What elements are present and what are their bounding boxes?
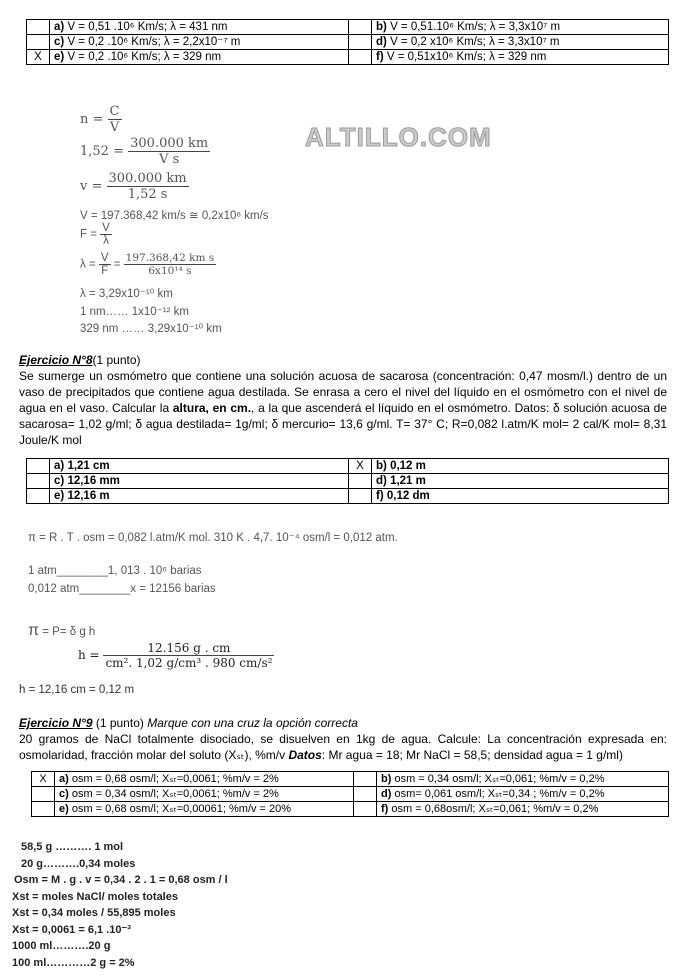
option-text: V = 0,51x10⁶ Km/s; λ = 329 nm xyxy=(386,51,547,63)
q9-option-d[interactable] xyxy=(377,787,669,802)
option-letter: a) xyxy=(54,460,65,472)
q8-option-b[interactable] xyxy=(372,459,669,474)
option-text: osm = 0,68osm/l; Xₛₜ=0,061; %m/v = 0,2% xyxy=(391,803,599,815)
denominator: λ xyxy=(103,235,109,247)
eq-lhs: n = xyxy=(80,112,104,127)
eq-lhs: v = xyxy=(80,179,103,194)
q8-statement xyxy=(19,352,667,448)
pi-symbol: π xyxy=(28,622,40,639)
option-letter: d) xyxy=(376,475,387,487)
option-text: osm = 0,34 osm/l; Xₛₜ=0,061; %m/v = 0,2% xyxy=(394,773,605,785)
q7-mark-3b[interactable] xyxy=(349,50,372,65)
q9-work-line: Xst = 0,0061 = 6,1 .10⁻³ xyxy=(12,923,131,936)
option-letter: b) xyxy=(376,21,387,33)
q8-work-line-5 xyxy=(78,641,274,670)
q9-options-table xyxy=(31,771,669,817)
option-letter: a) xyxy=(54,21,65,33)
q7-options-table xyxy=(26,19,669,65)
q8-mark-2[interactable] xyxy=(27,474,50,489)
q8-work-line-1: π = R . T . osm = 0,082 l.atm/K mol. 310 K . 4,7. 10⁻⁴ osm/l = 0,012 atm. xyxy=(28,532,398,544)
q9-mark-2[interactable] xyxy=(32,787,55,802)
q9-work-line: 58,5 g ………. 1 mol xyxy=(21,841,124,853)
q8-mark-1b[interactable]: X xyxy=(349,459,372,474)
q7-work-line-7: λ = 3,29x10⁻¹⁰ km xyxy=(80,288,173,300)
q7-work-line-1 xyxy=(80,104,122,135)
q9-row-3 xyxy=(32,802,669,817)
q8-mark-1[interactable] xyxy=(27,459,50,474)
q7-mark-2[interactable] xyxy=(27,35,50,50)
q9-option-f[interactable] xyxy=(377,802,669,817)
q8-option-e[interactable] xyxy=(50,489,349,504)
q9-work-line: 100 ml…………2 g = 2% xyxy=(12,956,135,969)
numerator: V xyxy=(102,222,110,234)
q9-option-a[interactable] xyxy=(55,772,354,787)
option-text: V = 0,2 .10⁶ Km/s; λ = 329 nm xyxy=(67,51,222,63)
numerator: 300.000 km xyxy=(108,171,187,186)
q9-mark-1[interactable]: X xyxy=(32,772,55,787)
option-text: V = 0,51.10⁶ Km/s; λ = 3,3x10⁷ m xyxy=(390,21,561,33)
q8-text-bold: altura, en cm. xyxy=(172,401,252,415)
q8-work-line-2: 1 atm________1, 013 . 10⁶ barias xyxy=(28,565,202,577)
option-letter: e) xyxy=(54,490,65,502)
option-text: V = 0,2 x10⁶ Km/s; λ = 3,3x10⁷ m xyxy=(390,36,560,48)
option-text: 1,21 cm xyxy=(67,460,110,472)
q7-option-d[interactable] xyxy=(372,35,669,50)
q9-row-1 xyxy=(32,772,669,787)
q8-option-c[interactable] xyxy=(50,474,349,489)
eq-lhs: F = xyxy=(80,228,97,241)
denominator: V s xyxy=(159,152,180,167)
option-text: V = 0,51 .10⁶ Km/s; λ = 431 nm xyxy=(67,21,228,33)
option-letter: b) xyxy=(376,460,387,472)
q8-work-line-3: 0,012 atm________x = 12156 barias xyxy=(28,583,216,595)
option-letter: e) xyxy=(54,51,65,63)
option-letter: f) xyxy=(376,490,384,502)
option-letter: b) xyxy=(381,773,392,785)
numerator: 300.000 km xyxy=(130,136,209,151)
option-text: 0,12 m xyxy=(390,460,426,472)
q7-row-2 xyxy=(27,35,669,50)
option-letter: e) xyxy=(59,803,69,815)
q7-mark-2b[interactable] xyxy=(349,35,372,50)
q7-mark-1b[interactable] xyxy=(349,20,372,35)
q9-row-2 xyxy=(32,787,669,802)
denominator: V xyxy=(109,120,120,135)
fraction xyxy=(99,252,111,277)
q7-work-line-6 xyxy=(80,252,216,277)
option-letter: f) xyxy=(376,51,384,63)
q8-option-a[interactable] xyxy=(50,459,349,474)
q9-mark-3b[interactable] xyxy=(354,802,377,817)
option-letter: d) xyxy=(376,36,387,48)
option-text: 1,21 m xyxy=(390,475,426,487)
option-letter: c) xyxy=(54,475,65,487)
q9-mark-2b[interactable] xyxy=(354,787,377,802)
numerator: V xyxy=(100,252,109,264)
fraction xyxy=(128,136,210,167)
numerator: C xyxy=(109,104,120,119)
denominator: cm². 1,02 g/cm³ . 980 cm/s² xyxy=(105,656,273,670)
q8-title: Ejercicio N°8 xyxy=(19,353,93,367)
q8-text: , a la que ascenderá el líquido en el osmómetro. Datos: δ solución acuosa de sacarosa= 1,02 g/ml; δ agua destilada= 1g/ml; δ mercurio= 13,6 g/ml. T= 37° C; R=0,082 l.atm/K mol= 2 cal/K mol= 8,31 Joule/K mol xyxy=(19,401,667,447)
fraction xyxy=(107,171,189,202)
q8-row-3 xyxy=(27,489,669,504)
q9-work-line: 20 g……….0,34 moles xyxy=(21,857,136,870)
q8-mark-3b[interactable] xyxy=(349,489,372,504)
option-text: V = 0,2 .10⁶ Km/s; λ = 2,2x10⁻⁷ m xyxy=(67,36,241,48)
option-text: 12,16 mm xyxy=(67,475,120,487)
denominator: 6x10¹⁴ s xyxy=(148,265,192,277)
q9-option-e[interactable] xyxy=(55,802,354,817)
q8-work-line-4 xyxy=(28,622,95,640)
q7-work-line-5 xyxy=(80,222,112,247)
q7-option-a[interactable] xyxy=(50,20,349,35)
q8-points: (1 punto) xyxy=(92,353,141,367)
q8-work-line-6: h = 12,16 cm = 0,12 m xyxy=(19,684,135,696)
q9-work-line: Osm = M . g . v = 0,34 . 2 . 1 = 0,68 osm / l xyxy=(14,874,228,886)
q7-option-b[interactable] xyxy=(372,20,669,35)
option-text: 12,16 m xyxy=(67,490,110,502)
option-letter: f) xyxy=(381,803,389,815)
q7-mark-1[interactable] xyxy=(27,20,50,35)
option-text: osm = 0,34 osm/l; Xₛₜ=0,0061; %m/v = 2% xyxy=(71,788,279,800)
q7-option-e[interactable] xyxy=(50,50,349,65)
denominator: F xyxy=(101,265,109,277)
q9-work-line: Xst = 0,34 moles / 55,895 moles xyxy=(12,907,176,919)
q9-instruction: Marque con una cruz la opción correcta xyxy=(147,716,358,730)
fraction xyxy=(100,222,112,247)
q8-row-2 xyxy=(27,474,669,489)
numerator: 12.156 g . cm xyxy=(103,641,274,656)
q8-text: Se sumerge un osmómetro que contiene una solución acuosa de sacarosa (concentración: 0,47 mosm/l.) dentro de un vaso de precipitados que contiene agua destilada. Se enrasa a cero el nivel del líquido en el osmómetro con el nivel de agua en el vaso. Calcular la xyxy=(19,369,667,415)
q7-option-f[interactable] xyxy=(372,50,669,65)
q9-work-line: Xst = moles NaCl/ moles totales xyxy=(12,890,178,903)
q9-work xyxy=(12,839,228,971)
equals-sign: = xyxy=(113,258,121,271)
q7-mark-3[interactable]: X xyxy=(27,50,50,65)
q7-row-3 xyxy=(27,50,669,65)
option-letter: a) xyxy=(59,773,69,785)
option-text: osm= 0,061 osm/l; Xₛₜ=0,34 ; %m/v = 0,2% xyxy=(394,788,605,800)
q8-option-d[interactable] xyxy=(372,474,669,489)
fraction xyxy=(103,641,274,670)
q9-text: : Mr agua = 18; Mr NaCl = 58,5; densidad agua = 1 g/ml) xyxy=(321,748,623,762)
eq-lhs: 1,52 = xyxy=(80,144,124,159)
q7-work-line-3 xyxy=(80,171,189,202)
q7-work-line-2 xyxy=(80,136,210,167)
denominator: 1,52 s xyxy=(127,187,168,202)
option-letter: c) xyxy=(54,36,65,48)
q7-work-line-4: V = 197.368,42 km/s ≅ 0,2x10⁶ km/s xyxy=(80,210,269,222)
q8-options-table xyxy=(26,458,669,504)
q9-option-b[interactable] xyxy=(377,772,669,787)
q9-text-bold: Datos xyxy=(288,748,322,762)
option-text: 0,12 dm xyxy=(386,490,430,502)
fraction xyxy=(108,104,122,135)
eq-lhs: λ = xyxy=(80,258,96,271)
q9-points: (1 punto) xyxy=(92,716,148,730)
q9-statement xyxy=(19,715,667,763)
eq-lhs: h = xyxy=(78,648,100,662)
q8-mark-3[interactable] xyxy=(27,489,50,504)
q8-mark-2b[interactable] xyxy=(349,474,372,489)
q9-mark-3[interactable] xyxy=(32,802,55,817)
q9-mark-1b[interactable] xyxy=(354,772,377,787)
q7-row-1 xyxy=(27,20,669,35)
eq-text: = P= δ g h xyxy=(42,626,96,638)
option-letter: d) xyxy=(381,788,392,800)
q9-work-line: 1000 ml……….20 g xyxy=(12,940,111,952)
numerator: 197.368,42 km s xyxy=(125,252,215,264)
q7-option-c[interactable] xyxy=(50,35,349,50)
q7-work-line-9: 329 nm …… 3,29x10⁻¹⁰ km xyxy=(80,323,222,335)
watermark-logo: ALTILLO.COM xyxy=(305,122,492,152)
q9-option-c[interactable] xyxy=(55,787,354,802)
q9-title: Ejercicio N°9 xyxy=(19,716,93,730)
option-letter: c) xyxy=(59,788,69,800)
q8-row-1 xyxy=(27,459,669,474)
q7-work-line-8: 1 nm…… 1x10⁻¹² km xyxy=(80,306,189,318)
option-text: osm = 0,68 osm/l; Xₛₜ=0,00061; %m/v = 20% xyxy=(71,803,292,815)
option-text: osm = 0,68 osm/l; Xₛₜ=0,0061; %m/v = 2% xyxy=(71,773,279,785)
q9-text: 20 gramos de NaCl totalmente disociado, se disuelven en 1kg de agua. Calcule: La concentración expresada en: osmolaridad, fracción molar del soluto (Xₛₜ), %m/v xyxy=(19,732,667,762)
fraction xyxy=(124,252,217,277)
q8-option-f[interactable] xyxy=(372,489,669,504)
